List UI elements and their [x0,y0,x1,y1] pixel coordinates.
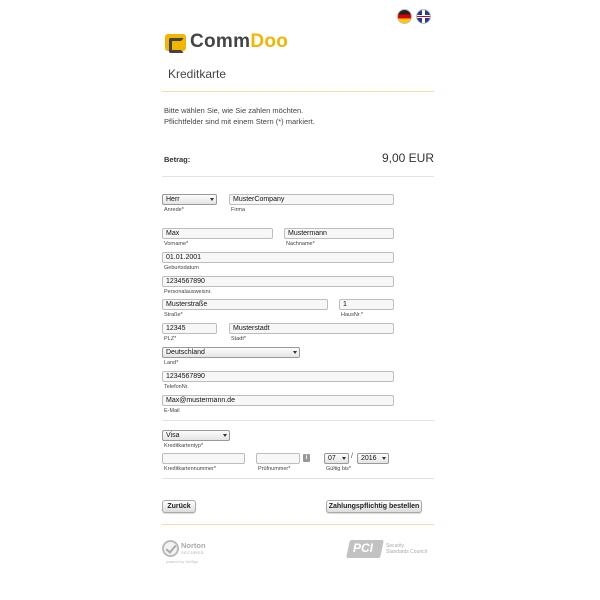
card-type-select[interactable] [162,430,230,441]
company-label: Firma [231,207,246,213]
header-divider [162,91,434,92]
form-divider [162,420,434,421]
footer-divider [162,524,434,525]
house-number-label: HausNr.* [341,312,364,318]
zip-field[interactable]: 12345 [162,323,217,334]
submit-order-button[interactable]: Zahlungspflichtig bestellen [326,500,422,513]
pci-line-1: Security [386,543,405,549]
norton-name: Norton [181,541,206,550]
chevron-down-icon [223,434,227,437]
phone-field[interactable]: 1234567890 [162,371,394,382]
expiry-separator: / [351,453,353,460]
zip-label: PLZ* [164,336,177,342]
last-name-label: Nachname* [286,241,315,247]
id-number-label: Personalausweisnr. [164,289,212,295]
phone-label: TelefonNr. [164,384,189,390]
country-label: Land* [164,360,179,366]
country-select[interactable] [162,347,300,358]
company-field[interactable]: MusterCompany [229,194,394,205]
first-name-label: Vorname* [164,241,189,247]
salutation-label: Anrede* [164,207,184,213]
uk-flag-icon[interactable] [416,9,431,24]
info-icon[interactable]: i [303,454,310,462]
first-name-field[interactable]: Max [162,228,273,239]
expiry-year-value: 2016 [361,455,377,462]
amount-value: 9,00 EUR [381,151,434,165]
house-number-field[interactable]: 1 [339,299,394,310]
page-title: Kreditkarte [168,67,227,81]
id-number-field[interactable]: 1234567890 [162,276,394,287]
commdoo-logo-icon [165,34,186,51]
chevron-down-icon [210,198,214,201]
logo-text-comm: Comm [190,31,251,52]
intro-text [164,105,315,127]
norton-sub: SECURED [181,550,205,555]
expiry-label: Gültig bis* [326,466,352,472]
street-field[interactable]: Musterstraße [162,299,328,310]
card-divider [162,478,434,479]
checkmark-icon [162,540,179,557]
logo-text-doo: Doo [250,31,289,52]
email-field[interactable]: Max@mustermann.de [162,395,394,406]
intro-line-1: Bitte wählen Sie, wie Sie zahlen möchten. [164,106,304,115]
pci-mark-text: PCI [353,541,374,555]
expiry-year-select[interactable] [357,453,389,464]
country-value: Deutschland [166,349,205,356]
email-label: E-Mail [164,408,180,414]
chevron-down-icon [293,351,297,354]
chevron-down-icon [342,457,346,460]
salutation-select[interactable] [162,194,217,205]
back-button[interactable]: Zurück [162,500,196,513]
cvc-label: Prüfnummer* [258,466,291,472]
intro-line-2: Pflichtfelder sind mit einem Stern (*) markiert. [164,117,315,126]
norton-by: powered by VeriSign [166,560,199,564]
salutation-value: Herr [166,196,180,203]
cvc-field[interactable] [256,453,300,464]
card-number-field[interactable] [162,453,245,464]
street-label: Straße* [164,312,183,318]
city-label: Stadt* [231,336,246,342]
card-type-value: Visa [166,432,180,439]
language-switcher [397,9,431,24]
amount-divider [162,176,434,177]
amount-label: Betrag: [164,155,191,164]
pci-badge [348,538,434,560]
card-type-label: Kreditkartentyp* [164,443,204,449]
birthdate-field[interactable]: 01.01.2001 [162,252,394,263]
card-number-label: Kreditkartennummer* [164,466,216,472]
expiry-month-select[interactable] [324,453,349,464]
pci-sub [386,543,427,555]
norton-secured-badge [162,540,212,566]
chevron-down-icon [382,457,386,460]
german-flag-icon[interactable] [397,9,412,24]
pci-line-2: Standards Council [386,549,427,555]
last-name-field[interactable]: Mustermann [284,228,394,239]
birthdate-label: Geburtsdatum [164,265,199,271]
city-field[interactable]: Musterstadt [229,323,394,334]
expiry-month-value: 07 [328,455,336,462]
commdoo-logo [165,31,288,53]
